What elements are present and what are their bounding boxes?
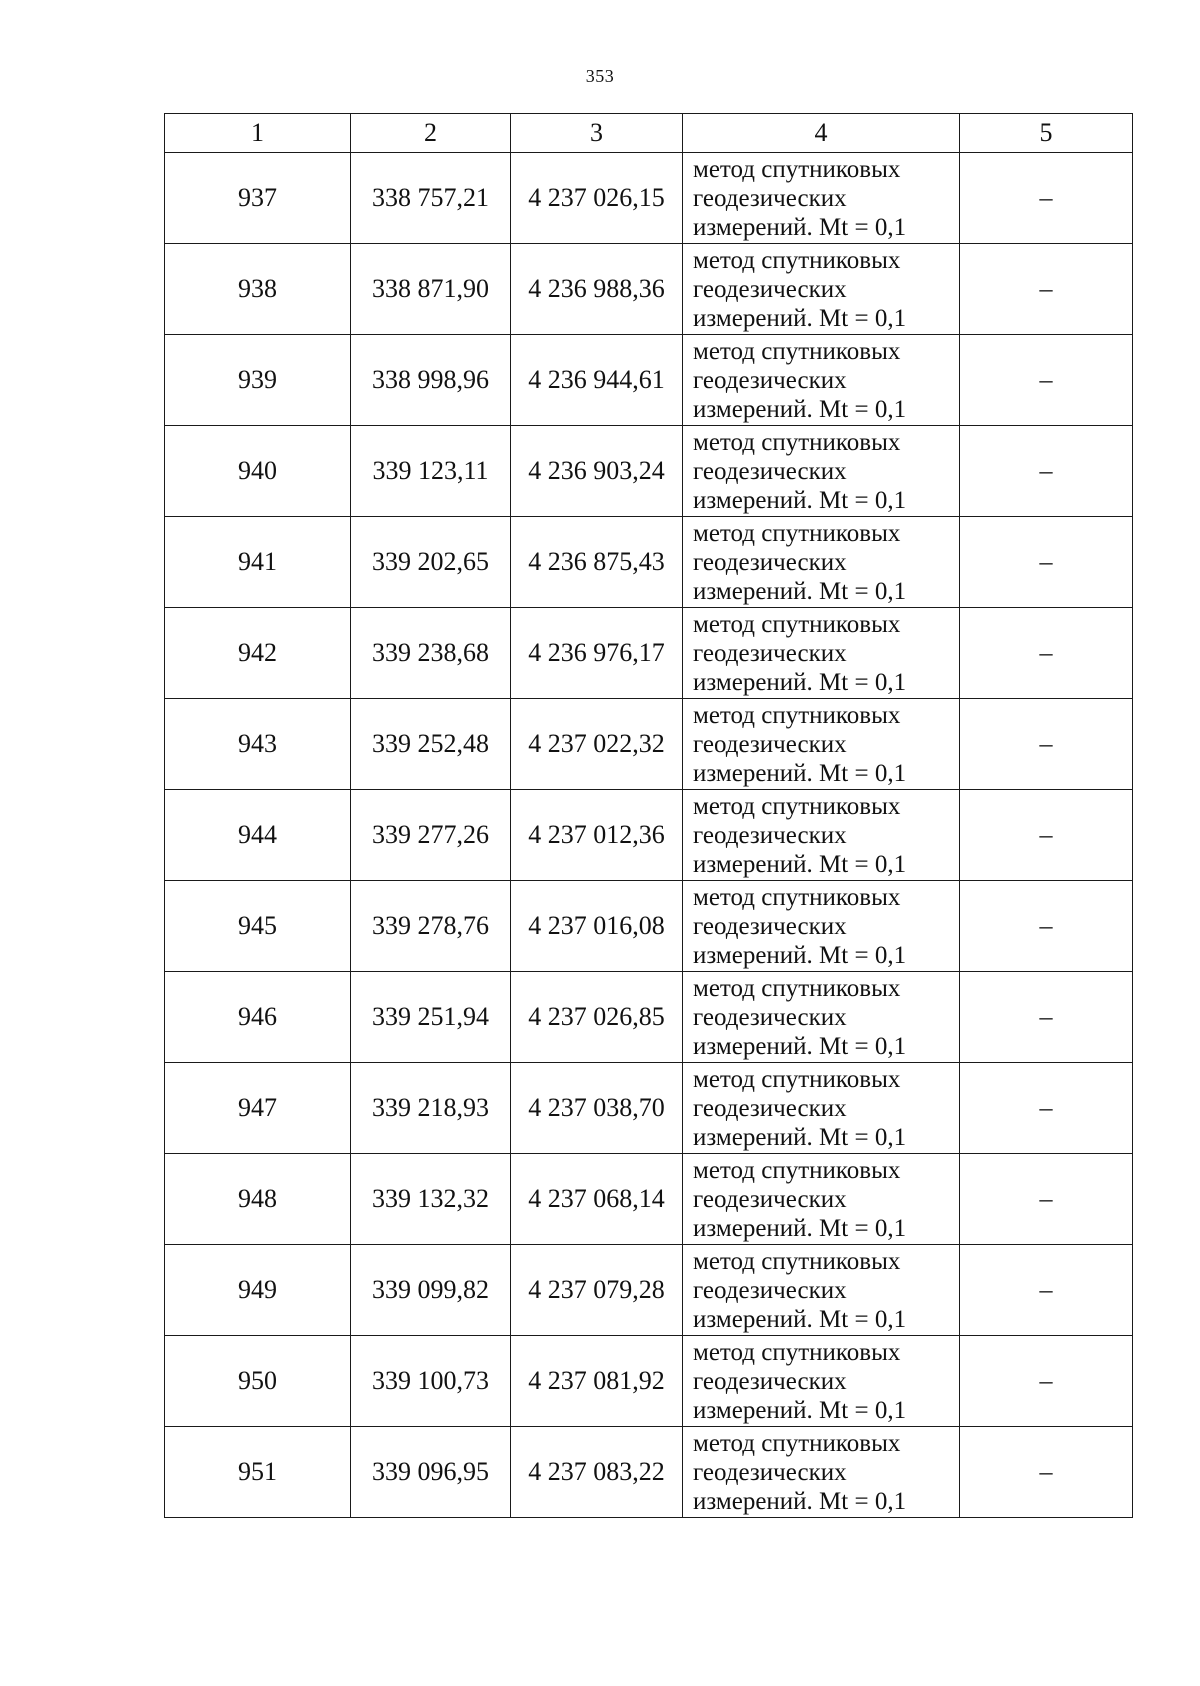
method-line: измерений. Mt = 0,1 bbox=[693, 577, 907, 605]
table-row bbox=[165, 1427, 1133, 1518]
table-row bbox=[165, 790, 1133, 881]
header-cell-5: 5 bbox=[960, 114, 1133, 153]
point-number-cell: 944 bbox=[165, 790, 351, 881]
table-header bbox=[165, 114, 1133, 153]
method-cell bbox=[683, 881, 960, 972]
method-line: геодезических bbox=[693, 1094, 847, 1122]
y-coordinate-cell: 4 236 988,36 bbox=[511, 244, 683, 335]
y-coordinate-cell: 4 237 022,32 bbox=[511, 699, 683, 790]
header-cell-1: 1 bbox=[165, 114, 351, 153]
x-coordinate-cell: 339 123,11 bbox=[351, 426, 511, 517]
note-cell: – bbox=[960, 335, 1133, 426]
method-line: измерений. Mt = 0,1 bbox=[693, 1305, 907, 1333]
y-coordinate-cell: 4 237 079,28 bbox=[511, 1245, 683, 1336]
note-cell: – bbox=[960, 881, 1133, 972]
method-line: геодезических bbox=[693, 912, 847, 940]
method-cell bbox=[683, 153, 960, 244]
method-line: метод спутниковых bbox=[693, 610, 901, 638]
coordinates-table bbox=[164, 113, 1133, 1518]
header-cell-2: 2 bbox=[351, 114, 511, 153]
table-row bbox=[165, 244, 1133, 335]
x-coordinate-cell: 339 100,73 bbox=[351, 1336, 511, 1427]
method-line: измерений. Mt = 0,1 bbox=[693, 759, 907, 787]
y-coordinate-cell: 4 237 016,08 bbox=[511, 881, 683, 972]
y-coordinate-cell: 4 237 081,92 bbox=[511, 1336, 683, 1427]
method-line: измерений. Mt = 0,1 bbox=[693, 1396, 907, 1424]
table-row bbox=[165, 517, 1133, 608]
point-number-cell: 939 bbox=[165, 335, 351, 426]
method-line: метод спутниковых bbox=[693, 974, 901, 1002]
table-row bbox=[165, 1154, 1133, 1245]
note-cell: – bbox=[960, 153, 1133, 244]
method-line: геодезических bbox=[693, 1003, 847, 1031]
note-cell: – bbox=[960, 517, 1133, 608]
point-number-cell: 947 bbox=[165, 1063, 351, 1154]
method-cell bbox=[683, 244, 960, 335]
point-number-cell: 937 bbox=[165, 153, 351, 244]
note-cell: – bbox=[960, 1427, 1133, 1518]
table-row bbox=[165, 1245, 1133, 1336]
point-number-cell: 946 bbox=[165, 972, 351, 1063]
point-number-cell: 940 bbox=[165, 426, 351, 517]
x-coordinate-cell: 339 278,76 bbox=[351, 881, 511, 972]
x-coordinate-cell: 339 238,68 bbox=[351, 608, 511, 699]
table-row bbox=[165, 1336, 1133, 1427]
point-number-cell: 943 bbox=[165, 699, 351, 790]
x-coordinate-cell: 339 251,94 bbox=[351, 972, 511, 1063]
table-row bbox=[165, 335, 1133, 426]
point-number-cell: 950 bbox=[165, 1336, 351, 1427]
method-cell bbox=[683, 1427, 960, 1518]
method-line: метод спутниковых bbox=[693, 883, 901, 911]
point-number-cell: 949 bbox=[165, 1245, 351, 1336]
method-line: измерений. Mt = 0,1 bbox=[693, 486, 907, 514]
method-line: измерений. Mt = 0,1 bbox=[693, 668, 907, 696]
method-line: геодезических bbox=[693, 1367, 847, 1395]
y-coordinate-cell: 4 237 083,22 bbox=[511, 1427, 683, 1518]
point-number-cell: 941 bbox=[165, 517, 351, 608]
method-line: метод спутниковых bbox=[693, 1156, 901, 1184]
point-number-cell: 951 bbox=[165, 1427, 351, 1518]
method-line: геодезических bbox=[693, 1458, 847, 1486]
method-cell bbox=[683, 790, 960, 881]
x-coordinate-cell: 339 202,65 bbox=[351, 517, 511, 608]
method-line: измерений. Mt = 0,1 bbox=[693, 941, 907, 969]
method-line: геодезических bbox=[693, 184, 847, 212]
x-coordinate-cell: 339 252,48 bbox=[351, 699, 511, 790]
method-line: геодезических bbox=[693, 821, 847, 849]
method-cell bbox=[683, 1336, 960, 1427]
method-cell bbox=[683, 608, 960, 699]
method-line: геодезических bbox=[693, 1185, 847, 1213]
method-cell bbox=[683, 1063, 960, 1154]
method-line: геодезических bbox=[693, 639, 847, 667]
y-coordinate-cell: 4 237 026,15 bbox=[511, 153, 683, 244]
x-coordinate-cell: 339 218,93 bbox=[351, 1063, 511, 1154]
point-number-cell: 938 bbox=[165, 244, 351, 335]
method-line: измерений. Mt = 0,1 bbox=[693, 850, 907, 878]
method-line: метод спутниковых bbox=[693, 246, 901, 274]
method-line: геодезических bbox=[693, 1276, 847, 1304]
x-coordinate-cell: 339 099,82 bbox=[351, 1245, 511, 1336]
point-number-cell: 945 bbox=[165, 881, 351, 972]
method-line: метод спутниковых bbox=[693, 155, 901, 183]
method-line: метод спутниковых bbox=[693, 1338, 901, 1366]
note-cell: – bbox=[960, 608, 1133, 699]
header-cell-3: 3 bbox=[511, 114, 683, 153]
method-cell bbox=[683, 517, 960, 608]
x-coordinate-cell: 339 132,32 bbox=[351, 1154, 511, 1245]
method-cell bbox=[683, 335, 960, 426]
method-line: измерений. Mt = 0,1 bbox=[693, 1214, 907, 1242]
method-line: измерений. Mt = 0,1 bbox=[693, 1123, 907, 1151]
note-cell: – bbox=[960, 426, 1133, 517]
note-cell: – bbox=[960, 244, 1133, 335]
method-cell bbox=[683, 972, 960, 1063]
method-line: метод спутниковых bbox=[693, 701, 901, 729]
table-row bbox=[165, 608, 1133, 699]
header-row bbox=[165, 114, 1133, 153]
note-cell: – bbox=[960, 699, 1133, 790]
method-line: измерений. Mt = 0,1 bbox=[693, 395, 907, 423]
y-coordinate-cell: 4 237 026,85 bbox=[511, 972, 683, 1063]
x-coordinate-cell: 339 096,95 bbox=[351, 1427, 511, 1518]
method-line: измерений. Mt = 0,1 bbox=[693, 1032, 907, 1060]
table-row bbox=[165, 699, 1133, 790]
x-coordinate-cell: 338 998,96 bbox=[351, 335, 511, 426]
y-coordinate-cell: 4 236 903,24 bbox=[511, 426, 683, 517]
x-coordinate-cell: 338 871,90 bbox=[351, 244, 511, 335]
table-row bbox=[165, 153, 1133, 244]
method-line: геодезических bbox=[693, 730, 847, 758]
method-line: геодезических bbox=[693, 366, 847, 394]
method-cell bbox=[683, 426, 960, 517]
method-line: геодезических bbox=[693, 275, 847, 303]
method-cell bbox=[683, 699, 960, 790]
note-cell: – bbox=[960, 1245, 1133, 1336]
method-line: метод спутниковых bbox=[693, 1247, 901, 1275]
y-coordinate-cell: 4 236 976,17 bbox=[511, 608, 683, 699]
header-cell-4: 4 bbox=[683, 114, 960, 153]
method-line: метод спутниковых bbox=[693, 1429, 901, 1457]
y-coordinate-cell: 4 237 068,14 bbox=[511, 1154, 683, 1245]
y-coordinate-cell: 4 237 038,70 bbox=[511, 1063, 683, 1154]
method-cell bbox=[683, 1154, 960, 1245]
method-cell bbox=[683, 1245, 960, 1336]
method-line: метод спутниковых bbox=[693, 428, 901, 456]
table-body bbox=[165, 153, 1133, 1518]
note-cell: – bbox=[960, 1336, 1133, 1427]
y-coordinate-cell: 4 237 012,36 bbox=[511, 790, 683, 881]
y-coordinate-cell: 4 236 944,61 bbox=[511, 335, 683, 426]
note-cell: – bbox=[960, 790, 1133, 881]
table-row bbox=[165, 1063, 1133, 1154]
note-cell: – bbox=[960, 1154, 1133, 1245]
method-line: геодезических bbox=[693, 548, 847, 576]
point-number-cell: 948 bbox=[165, 1154, 351, 1245]
method-line: измерений. Mt = 0,1 bbox=[693, 1487, 907, 1515]
y-coordinate-cell: 4 236 875,43 bbox=[511, 517, 683, 608]
method-line: метод спутниковых bbox=[693, 337, 901, 365]
table-row bbox=[165, 881, 1133, 972]
x-coordinate-cell: 339 277,26 bbox=[351, 790, 511, 881]
method-line: метод спутниковых bbox=[693, 792, 901, 820]
page-number: 353 bbox=[585, 66, 615, 86]
method-line: измерений. Mt = 0,1 bbox=[693, 304, 907, 332]
method-line: метод спутниковых bbox=[693, 1065, 901, 1093]
x-coordinate-cell: 338 757,21 bbox=[351, 153, 511, 244]
method-line: измерений. Mt = 0,1 bbox=[693, 213, 907, 241]
point-number-cell: 942 bbox=[165, 608, 351, 699]
table-row bbox=[165, 972, 1133, 1063]
method-line: метод спутниковых bbox=[693, 519, 901, 547]
note-cell: – bbox=[960, 972, 1133, 1063]
table-row bbox=[165, 426, 1133, 517]
note-cell: – bbox=[960, 1063, 1133, 1154]
method-line: геодезических bbox=[693, 457, 847, 485]
